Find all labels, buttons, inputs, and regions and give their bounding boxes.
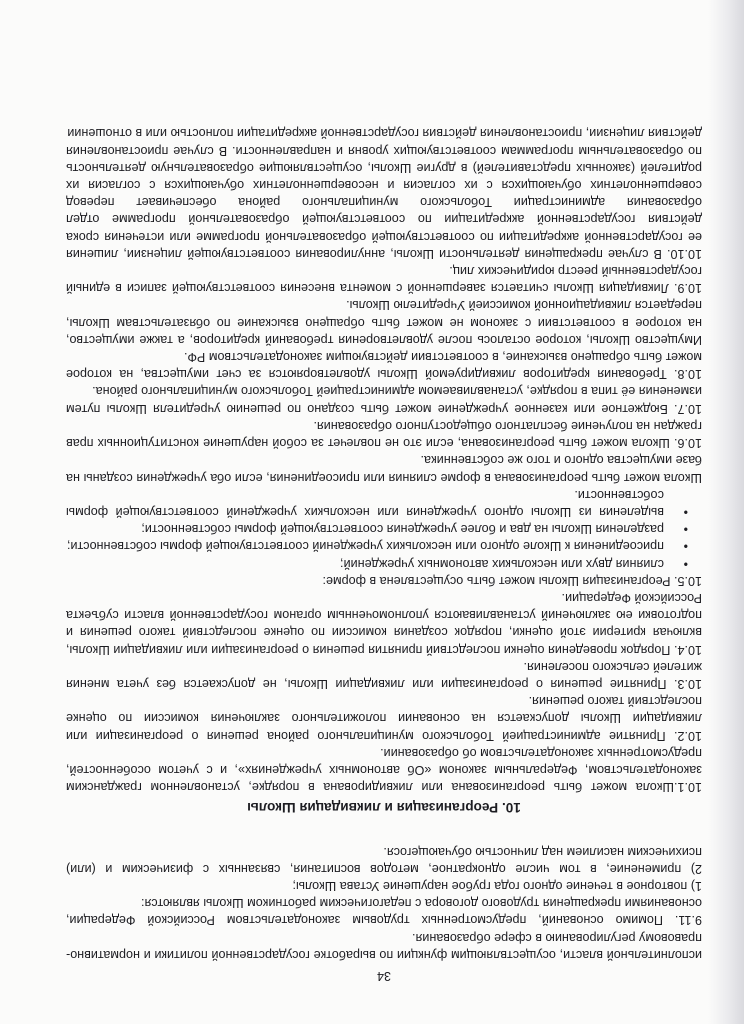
paragraph: 1) повторное в течение одного года грубое нарушение Устава Школы; <box>292 878 702 893</box>
paragraph: 10.5. Реорганизация Школы может быть осуществлена в форме: <box>322 573 702 588</box>
paragraph: 10.9. Ликвидация Школы считается завершенной с момента внесения соответствующей записи в единый государственный реестр юридических лиц. <box>66 264 702 296</box>
list-item: • слияния двух или нескольких автономных учреждений; <box>66 554 664 571</box>
paragraph: 10.7. Бюджетное или казенное учреждение может быть создано по решению учредителя Школы путем изменения её типа в порядке, устанавливаемом администрацией Тобольского муниципального района. <box>66 384 702 416</box>
paragraph: 2) применение, в том числе однократное, методов воспитания, связанных с физическим и (или) психическим насилием над личностью обучающегося. <box>66 844 702 876</box>
paragraph: 10.1.Школа может быть реорганизована или ликвидирована в порядке, установленном гражданским законодательством, Федеральным законом «Об автономных учреждениях», и с учетом особенностей, предусмотренных законодательством об образовании. <box>66 745 702 795</box>
paragraph: исполнительной власти, осуществляющим функции по выработке государственной политики и нормативно-правовому регулированию в сфере образования. <box>66 930 702 962</box>
list-item: • разделения Школы на два и более учреждения соответствующей формы собственности; <box>66 520 664 537</box>
paragraph: Имущество Школы, которое осталось после удовлетворения требований кредиторов, а также имущество, на которое в соответствии с законом не может быть обращено взыскание по обязательствам Школы, передается ликвидационной комиссией Учредителю Школы. <box>66 298 702 347</box>
paragraph: 9.11. Помимо оснований, предусмотренных трудовым законодательством Российской Федерации, основаниями прекращения трудового договора с педагогическим работником Школы являются: <box>66 896 702 928</box>
paragraph: 10.6. Школа может быть реорганизована, если это не повлечет за собой нарушение конституционных прав граждан на получение бесплатного общедоступного образования. <box>66 418 702 451</box>
paragraph: Школа может быть реорганизована в форме слияния или присоединения, если оба учреждения созданы на базе имущества одного и того же собственника. <box>66 453 702 485</box>
list-item: • выделения из Школы одного учреждения или нескольких учреждений соответствующей формы собственности. <box>66 486 664 520</box>
paragraph: 10.8. Требования кредиторов ликвидируемой Школы удовлетворяются за счет имущества, на которое может быть обращено взыскание, в соответствии действующим законодательством РФ. <box>66 350 702 382</box>
paragraph: 10.2. Принятие администрацией Тобольского муниципального района решения о реорганизации или ликвидации Школы допускается на основании положительного заключения комиссии по оценке последствий такого решения. <box>66 694 702 743</box>
document-body <box>66 124 702 984</box>
paragraph: 10.3. Принятие решения о реорганизации или ликвидации Школы, не допускается без учета мнения жителей сельского поселения. <box>66 659 702 691</box>
list-item: • присоединения к Школе одного или нескольких учреждений соответствующей формы собственности; <box>66 537 664 554</box>
scan-edge-shadow <box>708 0 744 1024</box>
section-title: 10. Реорганизация и ликвидация Школы <box>247 800 521 816</box>
paragraph: 10.4. Порядок проведения оценки последствий принятия решения о реорганизации или ликвидации Школы, включая критерии этой оценки, порядок создания комиссии по оценке последствий такого решения и подготовки ею заключений устанавливаются уполномоченным органом государственной власти субъекта Российской Федерации. <box>66 590 702 657</box>
paragraph: 10.10. В случае прекращения деятельности Школы, аннулирования соответствующей лицензии, лишения ее государственной аккредитации по соответствующей образовательной программе или истечения срока действия государственной аккредитации по соответствующей образовательной программе отдел образования администрации Тобольского муниципального района обеспечивает перевод совершеннолетних обучающихся с их согласия и несовершеннолетних обучающихся с согласия их родителей (законных представителей) в другие Школы, осуществляющие образовательную деятельность по образовательным программам соответствующих уровня и направленности. В случае приостановления действия лицензии, приостановления действия государственной аккредитации полностью или в отношении <box>66 126 702 261</box>
page-number: 34 <box>377 969 392 983</box>
reorganization-forms-list <box>66 486 702 572</box>
